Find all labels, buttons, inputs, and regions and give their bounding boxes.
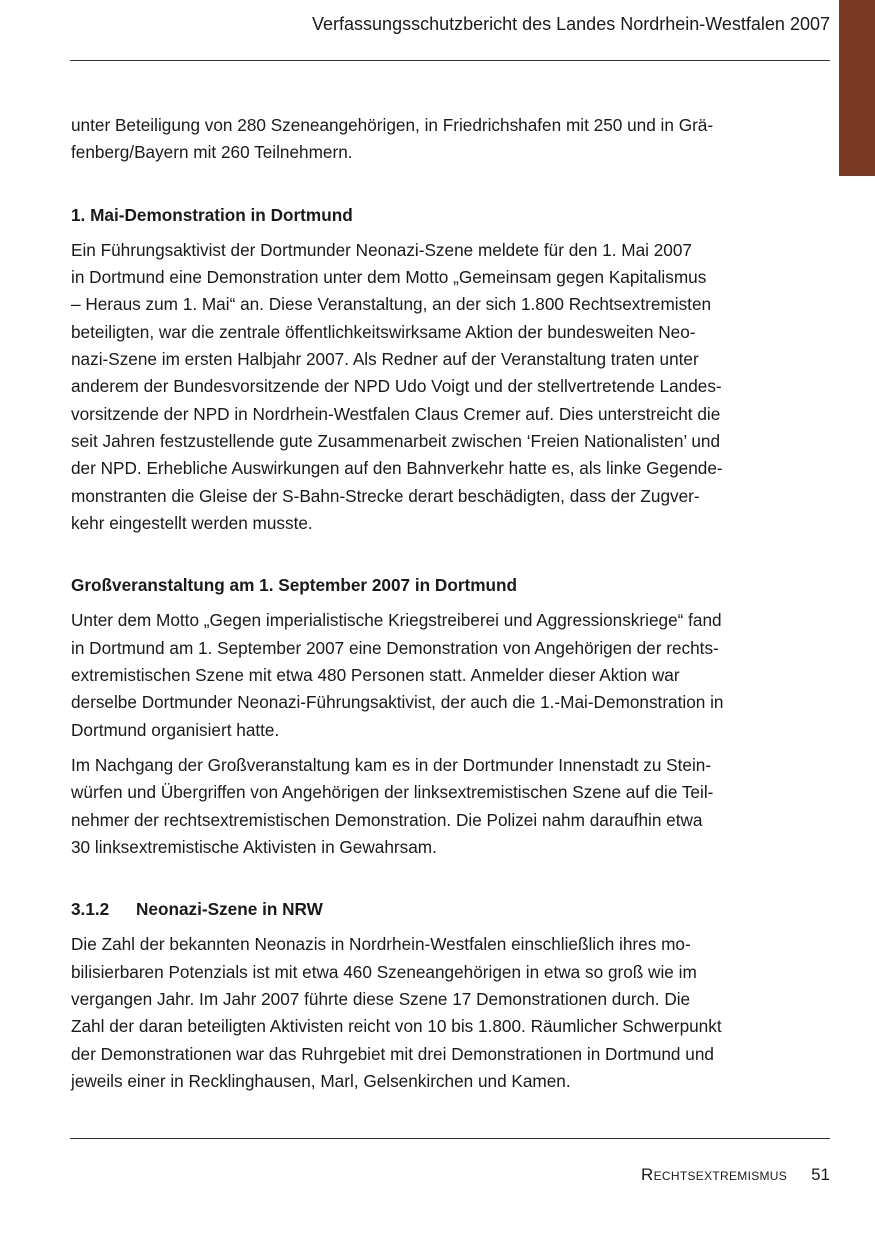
text-line: in Dortmund am 1. September 2007 eine Demonstration von Angehörigen der rechts- xyxy=(71,637,719,658)
text-line: vergangen Jahr. Im Jahr 2007 führte diese Szene 17 Demonstrationen durch. Die xyxy=(71,989,691,1010)
text-line: seit Jahren festzustellende gute Zusammenarbeit zwischen ‘Freien Nationalisten’ und xyxy=(71,430,721,451)
text-line: bilisierbaren Potenzials ist mit etwa 460 Szeneangehörigen in etwa so groß wie im xyxy=(71,961,697,982)
text-line: beteiligten, war die zentrale öffentlichkeitswirksame Aktion der bundesweiten Neo- xyxy=(71,321,696,342)
text-line: würfen und Übergriffen von Angehörigen der linksextremistischen Szene auf die Teil- xyxy=(71,782,714,803)
text-line: unter Beteiligung von 280 Szeneangehörigen, in Friedrichshafen mit 250 und in Grä- xyxy=(71,115,714,135)
text-line: nehmer der rechtsextremistischen Demonstration. Die Polizei nahm daraufhin etwa xyxy=(71,809,703,830)
text-line: 30 linksextremistische Aktivisten in Gewahrsam. xyxy=(71,836,437,857)
text-line: jeweils einer in Recklinghausen, Marl, Gelsenkirchen und Kamen. xyxy=(71,1070,571,1091)
paragraph-grossveranstaltung xyxy=(71,607,791,743)
text-line: Unter dem Motto „Gegen imperialistische Kriegstreiberei und Aggressionskriege“ fand xyxy=(71,610,722,631)
heading-mai-demonstration: 1. Mai-Demonstration in Dortmund xyxy=(71,204,353,225)
header-rule xyxy=(70,60,830,61)
paragraph-neonazi-szene xyxy=(71,931,791,1095)
text-line: Zahl der daran beteiligten Aktivisten reicht von 10 bis 1.800. Räumlicher Schwerpunkt xyxy=(71,1016,722,1037)
footer-rule xyxy=(70,1138,830,1139)
footer-section: Rechtsextremismus xyxy=(641,1165,788,1184)
page-body xyxy=(71,112,791,1095)
text-line: monstranten die Gleise der S-Bahn-Strecke derart beschädigten, dass der Zugver- xyxy=(71,485,700,506)
text-line: der Demonstrationen war das Ruhrgebiet mit drei Demonstrationen in Dortmund und xyxy=(71,1043,714,1064)
page-number: 51 xyxy=(811,1165,830,1184)
text-line: nazi-Szene im ersten Halbjahr 2007. Als Redner auf der Veranstaltung traten unter xyxy=(71,349,699,370)
text-line: extremistischen Szene mit etwa 480 Personen statt. Anmelder dieser Aktion war xyxy=(71,665,680,686)
paragraph-nachgang xyxy=(71,752,791,861)
page-footer xyxy=(70,1162,830,1188)
text-line: der NPD. Erhebliche Auswirkungen auf den Bahnverkehr hatte es, als linke Gegende- xyxy=(71,458,723,479)
text-line: derselbe Dortmunder Neonazi-Führungsaktivist, der auch die 1.-Mai-Demonstration in xyxy=(71,692,724,713)
heading-title: Neonazi-Szene in NRW xyxy=(136,899,323,920)
paragraph-continuation xyxy=(71,112,791,167)
text-line: Dortmund organisiert hatte. xyxy=(71,719,280,740)
text-line: fenberg/Bayern mit 260 Teilnehmern. xyxy=(71,142,353,163)
text-line: anderem der Bundesvorsitzende der NPD Udo Voigt und der stellvertretende Landes- xyxy=(71,376,722,397)
text-line: Die Zahl der bekannten Neonazis in Nordrhein-Westfalen einschließlich ihres mo- xyxy=(71,934,691,955)
heading-neonazi-szene xyxy=(71,896,791,923)
text-line: vorsitzende der NPD in Nordrhein-Westfalen Claus Cremer auf. Dies unterstreicht die xyxy=(71,403,721,424)
running-head: Verfassungsschutzbericht des Landes Nordrhein-Westfalen 2007 xyxy=(312,14,830,34)
text-line: in Dortmund eine Demonstration unter dem Motto „Gemeinsam gegen Kapitalismus xyxy=(71,267,707,288)
text-line: Im Nachgang der Großveranstaltung kam es in der Dortmunder Innenstadt zu Stein- xyxy=(71,754,712,775)
paragraph-mai-demonstration xyxy=(71,237,791,537)
heading-grossveranstaltung: Großveranstaltung am 1. September 2007 in Dortmund xyxy=(71,575,518,596)
chapter-tab xyxy=(839,0,875,176)
text-line: Ein Führungsaktivist der Dortmunder Neonazi-Szene meldete für den 1. Mai 2007 xyxy=(71,239,692,260)
heading-number: 3.1.2 xyxy=(71,899,110,920)
text-line: – Heraus zum 1. Mai“ an. Diese Veranstaltung, an der sich 1.800 Rechtsextremisten xyxy=(71,294,712,315)
text-line: kehr eingestellt werden musste. xyxy=(71,512,313,533)
